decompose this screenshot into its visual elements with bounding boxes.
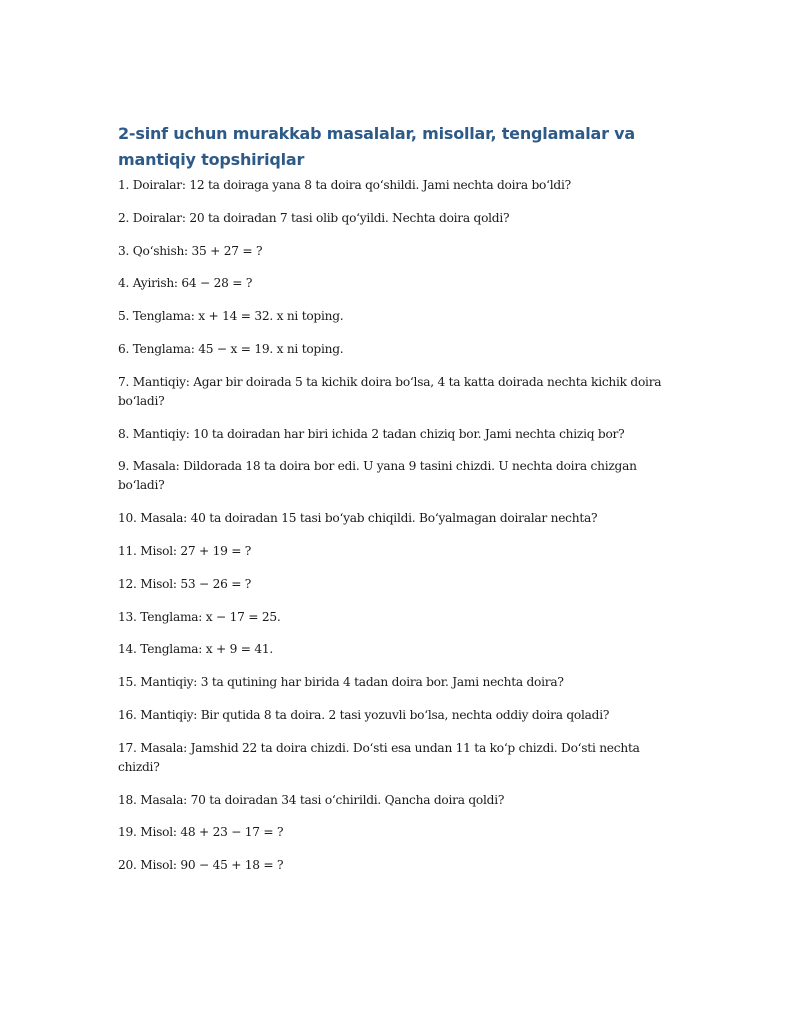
task-item-1: 1. Doiralar: 12 ta doiraga yana 8 ta doira qo‘shildi. Jami nechta doira bo‘ldi? (118, 178, 571, 192)
task-list (118, 176, 678, 889)
task-item-12: 12. Misol: 53 − 26 = ? (118, 576, 252, 591)
document-title: 2-sinf uchun murakkab masalalar, misollar, tenglamalar va mantiqiy topshiriqlar (118, 124, 635, 169)
task-item-3: 3. Qo‘shish: 35 + 27 = ? (118, 243, 263, 258)
task-item-13: 13. Tenglama: x − 17 = 25. (118, 609, 281, 624)
task-item-16: 16. Mantiqiy: Bir qutida 8 ta doira. 2 tasi yozuvli bo‘lsa, nechta oddiy doira qoladi? (118, 707, 610, 722)
task-item-6: 6. Tenglama: 45 − x = 19. x ni toping. (118, 341, 344, 356)
task-item-11: 11. Misol: 27 + 19 = ? (118, 543, 252, 558)
task-item-17: 17. Masala: Jamshid 22 ta doira chizdi. Do‘sti esa undan 11 ta ko‘p chizdi. Do‘sti nechta chizdi? (118, 740, 640, 774)
task-item-15: 15. Mantiqiy: 3 ta qutining har birida 4 tadan doira bor. Jami nechta doira? (118, 675, 564, 690)
task-item-20: 20. Misol: 90 − 45 + 18 = ? (118, 858, 284, 873)
task-item-19: 19. Misol: 48 + 23 − 17 = ? (118, 825, 284, 840)
task-item-2: 2. Doiralar: 20 ta doiradan 7 tasi olib qo‘yildi. Nechta doira qoldi? (118, 210, 510, 225)
task-item-5: 5. Tenglama: x + 14 = 32. x ni toping. (118, 309, 344, 324)
task-item-9: 9. Masala: Dildorada 18 ta doira bor edi. U yana 9 tasini chizdi. U nechta doira chizgan bo‘ladi? (118, 459, 637, 493)
task-item-4: 4. Ayirish: 64 − 28 = ? (118, 276, 253, 291)
task-item-8: 8. Mantiqiy: 10 ta doiradan har biri ichida 2 tadan chiziq bor. Jami nechta chiziq bor? (118, 426, 625, 441)
task-item-14: 14. Tenglama: x + 9 = 41. (118, 642, 273, 657)
task-item-7: 7. Mantiqiy: Agar bir doirada 5 ta kichik doira bo‘lsa, 4 ta katta doirada nechta kichik doira bo‘ladi? (118, 374, 662, 408)
task-item-18: 18. Masala: 70 ta doiradan 34 tasi o‘chirildi. Qancha doira qoldi? (118, 792, 505, 807)
task-item-10: 10. Masala: 40 ta doiradan 15 tasi bo‘yab chiqildi. Bo‘yalmagan doiralar nechta? (118, 511, 598, 526)
